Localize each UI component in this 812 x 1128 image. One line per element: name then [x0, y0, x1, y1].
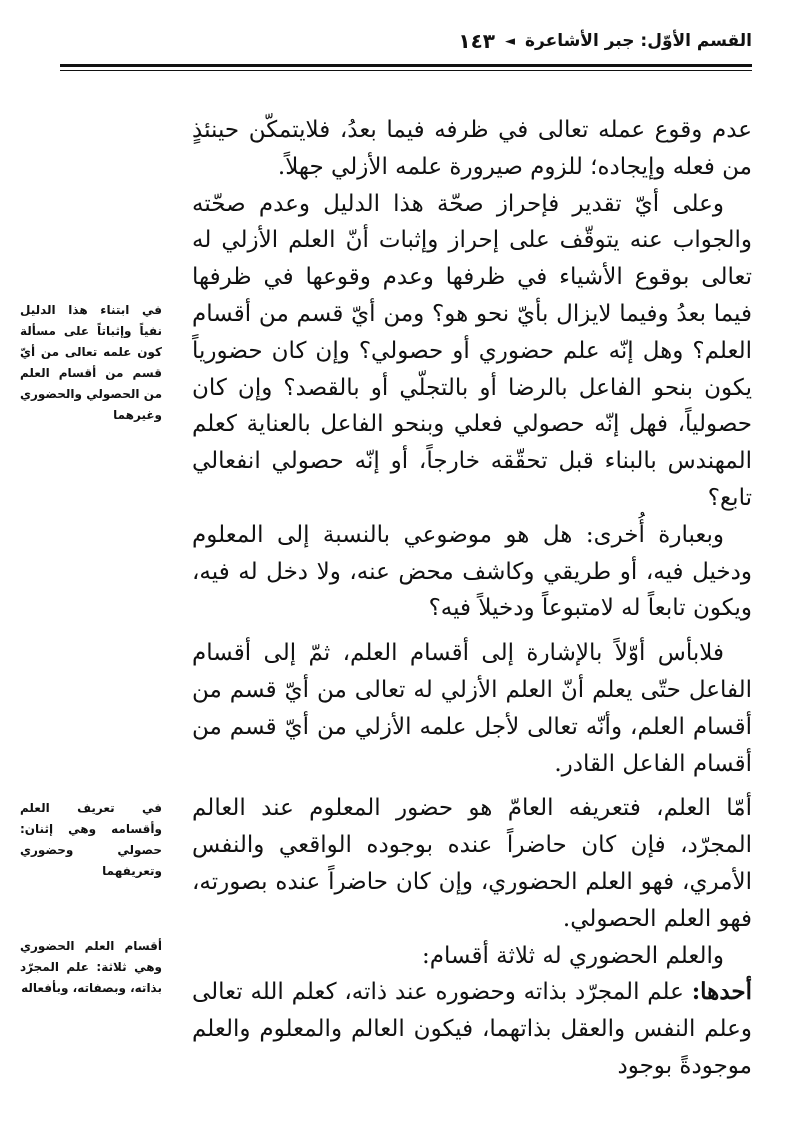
paragraph-text: فلابأس أوّلاً بالإشارة إلى أقسام العلم، ثمّ إلى أقسام الفاعل حتّى يعلم أنّ العلم الأزلي له تعالى من أيّ قسم من أقسام العلم، وأنّه تعالى لأجل علمه الأزلي من أيّ قسم من أقسام الفاعل القادر. — [192, 640, 752, 777]
main-text — [192, 112, 752, 1085]
margin-note-3: أقسام العلم الحضوري وهي ثلاثة: علم المجرّد بذاته، وبصفاته، وبأفعاله — [20, 939, 162, 995]
margin-note-2: في تعريف العلم وأقسامه وهي إثنان: حصولي وحضوري وتعريفهما — [20, 801, 162, 878]
paragraph-3 — [192, 517, 752, 627]
paragraph-lead: أحدها: — [691, 978, 752, 1006]
paragraph-2 — [192, 186, 752, 517]
paragraph-text: عدم وقوع عمله تعالى في ظرفه فيما بعدُ، فلايتمكّن حينئذٍ من فعله وإيجاده؛ للزوم صيرورة علمه الأزلي جهلاً. — [192, 117, 752, 180]
header-rule-thick — [60, 64, 752, 67]
header-rule-thin — [60, 70, 752, 71]
running-header — [118, 24, 752, 58]
header-arrow-icon: ◄ — [504, 33, 515, 49]
header-title: القسم الأوّل: جبر الأشاعرة — [524, 31, 752, 51]
paragraph-text: وعلى أيّ تقدير فإحراز صحّة هذا الدليل وعدم صحّته والجواب عنه يتوقّف على إحراز وإثبات أنّ العلم الأزلي له تعالى بوقوع الأشياء في ظرفها وعدم وقوعها في ظرفها فيما بعدُ وفيما لايزال بأيّ نحو هو؟ ومن أيّ قسم من أقسام العلم؟ وهل إنّه علم حضوري أو حصولي؟ وإن كان حضورياً يكون بنحو الفاعل بالرضا أو بالتجلّي أو بالقصد؟ وإن كان حصولياً، فهل إنّه حصولي فعلي وبنحو الفاعل بالعناية كعلم المهندس بالبناء قبل تحقّقه خارجاً، أو إنّه حصولي انفعالي تابع؟ — [192, 190, 752, 511]
page-number: ١٤٣ — [458, 29, 495, 53]
paragraph-text: والعلم الحضوري له ثلاثة أقسام: — [421, 942, 724, 969]
paragraph-text: وبعبارة أُخرى: هل هو موضوعي بالنسبة إلى المعلوم ودخيل فيه، أو طريقي وكاشف محض عنه، ولا دخل له فيه، ويكون تابعاً له لامتبوعاً ودخيلاً فيه؟ — [192, 521, 752, 622]
paragraph-5 — [192, 790, 752, 937]
paragraph-text: أمّا العلم، فتعريفه العامّ هو حضور المعلوم عند العالم المجرّد، فإن كان حاضراً عنده بوجوده الواقعي والنفس الأمري، فهو العلم الحضوري، وإن كان حاضراً عنده بصورته، فهو العلم الحصولي. — [192, 795, 752, 932]
margin-note-1: في ابتناء هذا الدليل نفياً وإثباتاً على مسألة كون علمه تعالى من أيّ قسم من أقسام العلم من الحصولي والحضوري وغيرهما — [20, 303, 162, 422]
paragraph-4 — [192, 635, 752, 782]
paragraph-7 — [192, 974, 752, 1084]
paragraph-text: علم المجرّد بذاته وحضوره عند ذاته، كعلم الله تعالى وعلم النفس والعقل بذاتهما، فيكون العالم والمعلوم والعلم موجودةً بوجود — [192, 979, 752, 1079]
paragraph-1 — [192, 112, 752, 186]
paragraph-6 — [192, 938, 752, 975]
